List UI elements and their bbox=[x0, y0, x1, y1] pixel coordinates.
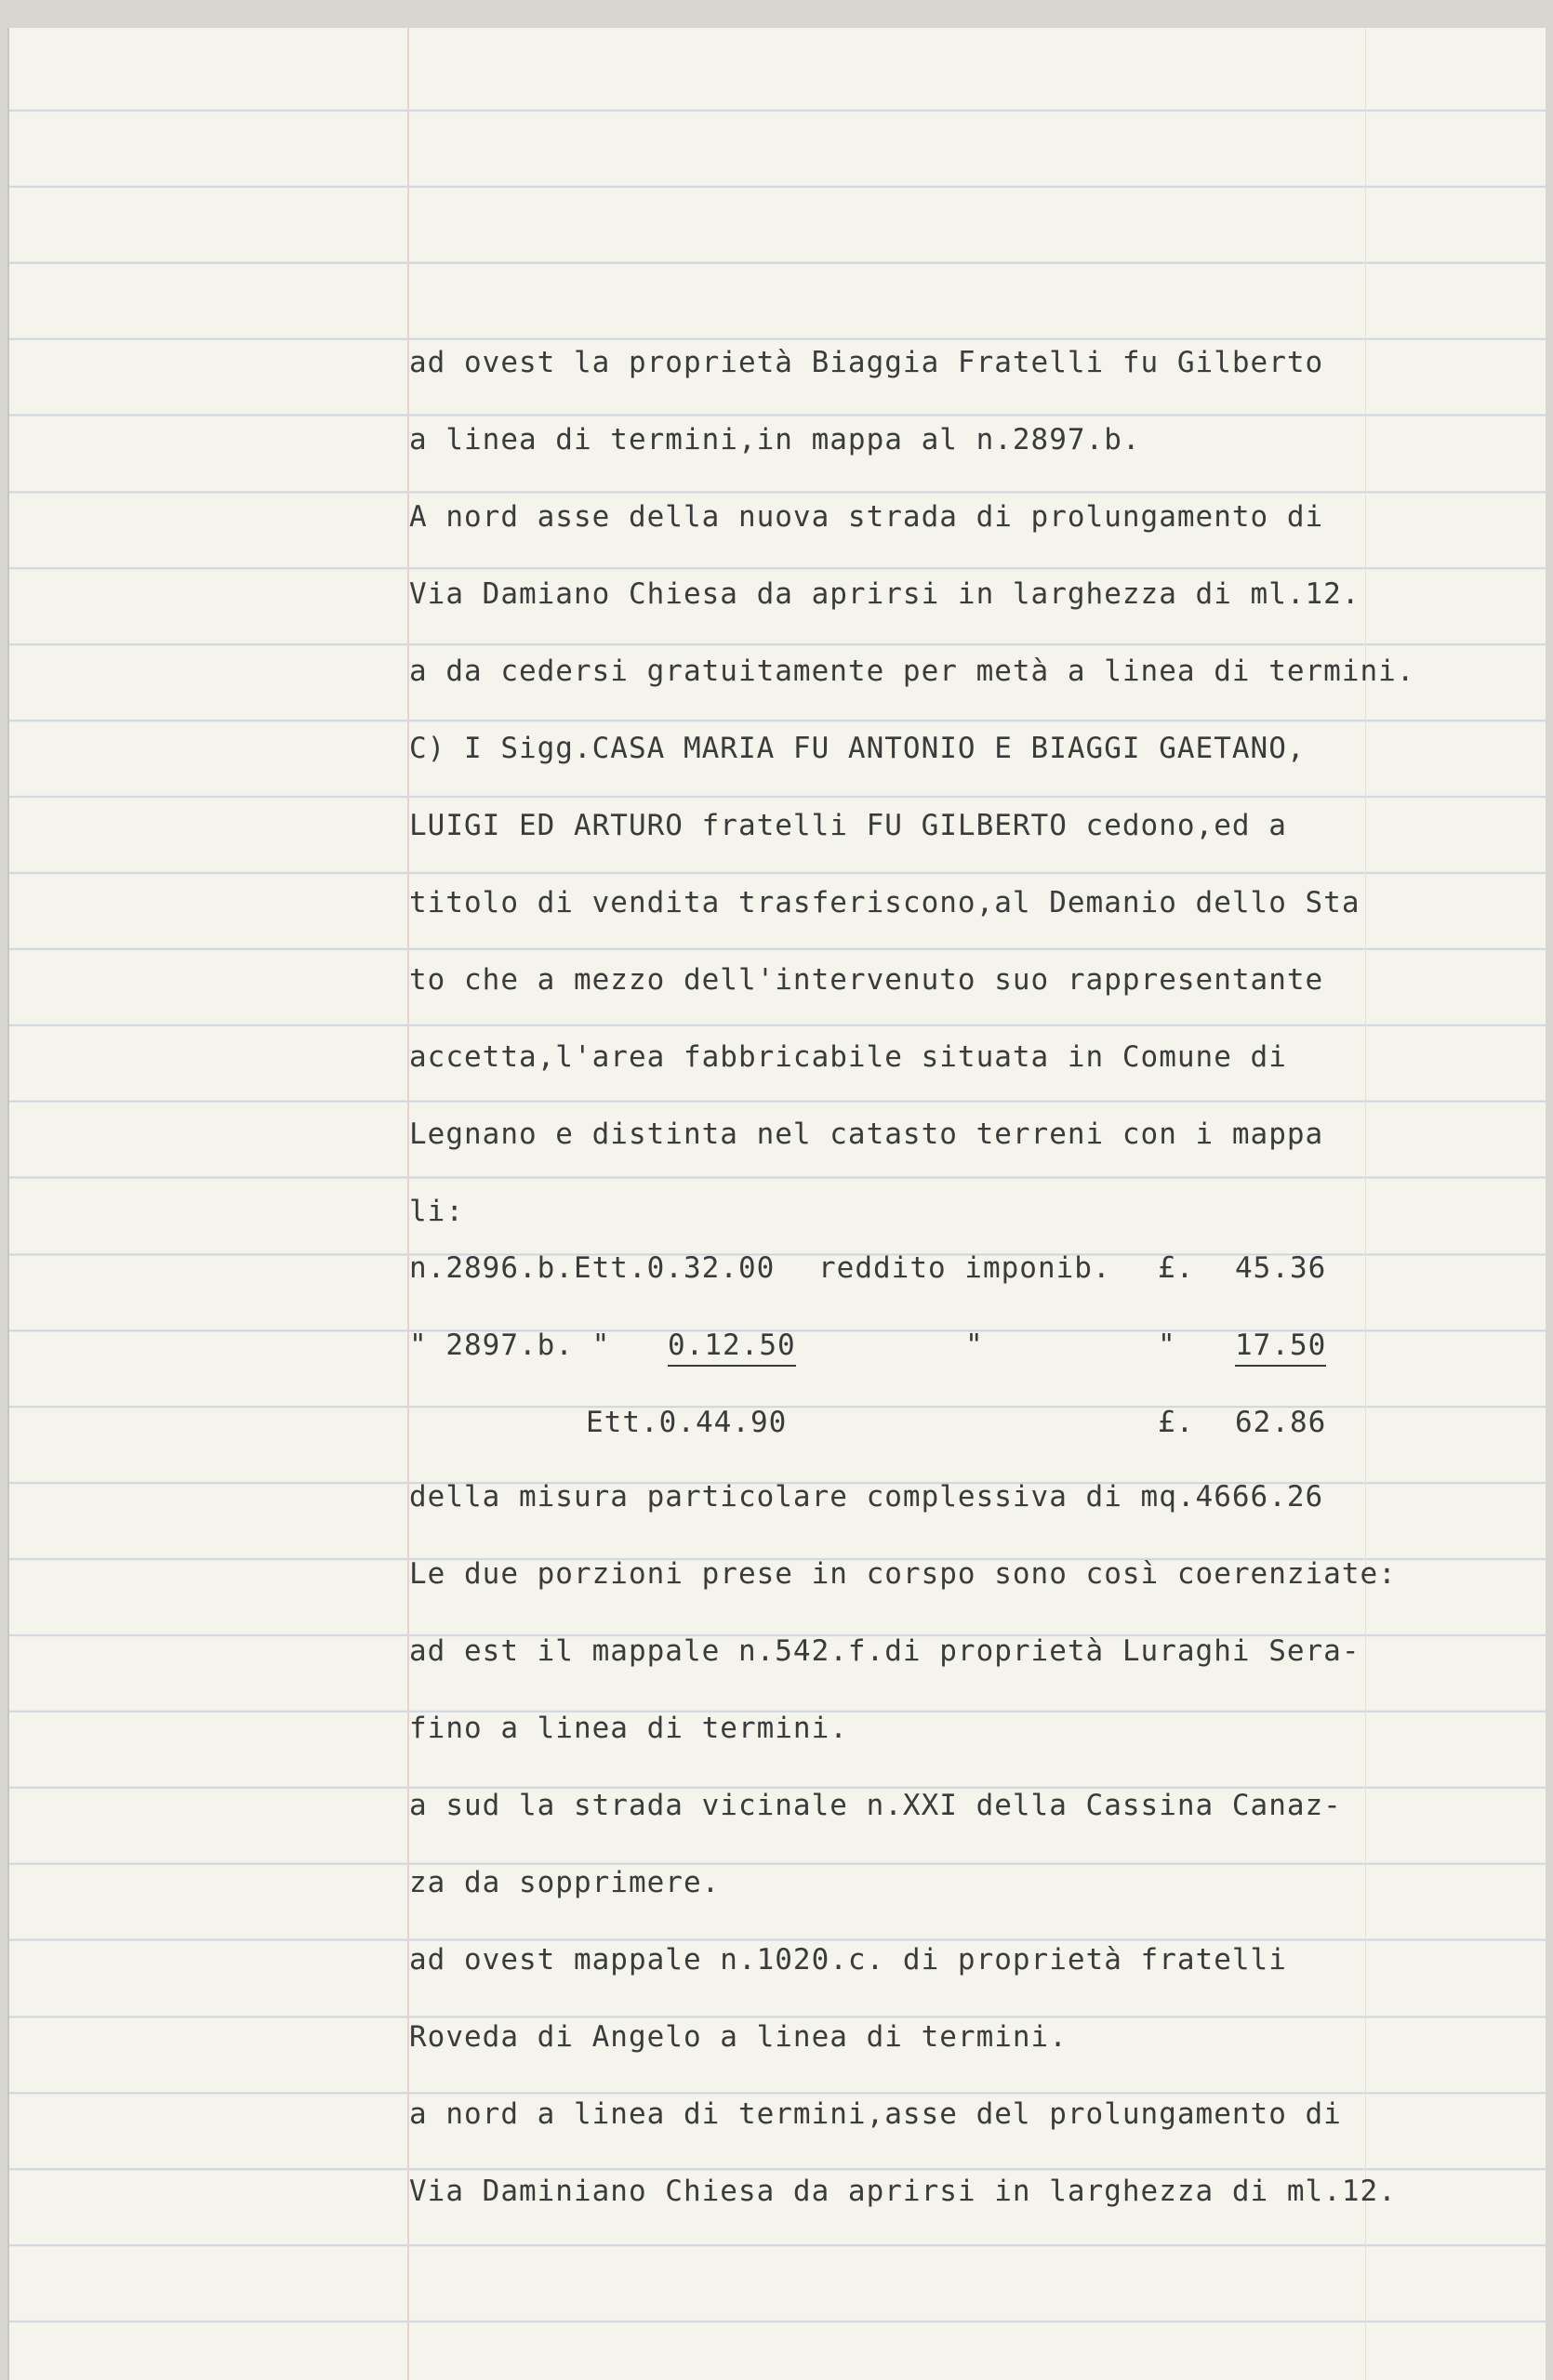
parcel-currency: " bbox=[1158, 1329, 1176, 1362]
text-line: fino a linea di termini. bbox=[409, 1712, 848, 1745]
parcel-row bbox=[409, 1251, 1432, 1289]
text-line: della misura particolare complessiva di mq.4666.26 bbox=[409, 1480, 1324, 1514]
text-line: LUIGI ED ARTURO fratelli FU GILBERTO cedono,ed a bbox=[409, 809, 1287, 842]
total-currency: £. bbox=[1158, 1406, 1195, 1439]
fold-crease bbox=[1365, 28, 1366, 2380]
parcel-amount: 45.36 bbox=[1235, 1251, 1327, 1285]
text-line: Via Damiano Chiesa da aprirsi in larghezza di ml.12. bbox=[409, 577, 1361, 611]
text-line: za da sopprimere. bbox=[409, 1866, 721, 1899]
text-line: Via Daminiano Chiesa da aprirsi in larghezza di ml.12. bbox=[409, 2175, 1397, 2208]
text-line: accetta,l'area fabbricabile situata in Comune di bbox=[409, 1040, 1287, 1074]
text-line: a linea di termini,in mappa al n.2897.b. bbox=[409, 423, 1141, 456]
text-line: Legnano e distinta nel catasto terreni con i mappa bbox=[409, 1117, 1324, 1151]
text-line: Le due porzioni prese in corspo sono così coerenziate: bbox=[409, 1557, 1397, 1591]
text-line: a da cedersi gratuitamente per metà a linea di termini. bbox=[409, 654, 1415, 688]
text-line: ad est il mappale n.542.f.di proprietà Luraghi Sera- bbox=[409, 1634, 1361, 1668]
parcel-id: " 2897.b. " bbox=[409, 1329, 611, 1362]
total-area: Ett.0.44.90 bbox=[586, 1406, 788, 1439]
text-line: A nord asse della nuova strada di prolungamento di bbox=[409, 500, 1324, 534]
parcel-row bbox=[409, 1329, 1432, 1366]
parcel-id: n.2896.b.Ett.0.32.00 bbox=[409, 1251, 776, 1285]
text-line: ad ovest mappale n.1020.c. di proprietà fratelli bbox=[409, 1943, 1287, 1977]
parcel-currency: £. bbox=[1158, 1251, 1195, 1285]
text-line: a nord a linea di termini,asse del prolungamento di bbox=[409, 2097, 1342, 2131]
parcel-income-label: " bbox=[965, 1329, 984, 1362]
text-line: Roveda di Angelo a linea di termini. bbox=[409, 2020, 1068, 2054]
parcel-amount: 17.50 bbox=[1235, 1329, 1326, 1367]
text-line: a sud la strada vicinale n.XXI della Cassina Canaz- bbox=[409, 1789, 1342, 1822]
text-line: C) I Sigg.CASA MARIA FU ANTONIO E BIAGGI GAETANO, bbox=[409, 732, 1306, 765]
text-line: titolo di vendita trasferiscono,al Demanio dello Sta bbox=[409, 886, 1361, 919]
text-line: ad ovest la proprietà Biaggia Fratelli fu Gilberto bbox=[409, 346, 1324, 379]
text-line: to che a mezzo dell'intervenuto suo rappresentante bbox=[409, 963, 1324, 997]
total-amount: 62.86 bbox=[1235, 1406, 1327, 1439]
parcel-area: 0.12.50 bbox=[668, 1329, 796, 1367]
parcel-total-row bbox=[409, 1406, 1432, 1443]
parcel-income-label: reddito imponib. bbox=[818, 1251, 1111, 1285]
text-line: li: bbox=[409, 1195, 464, 1228]
